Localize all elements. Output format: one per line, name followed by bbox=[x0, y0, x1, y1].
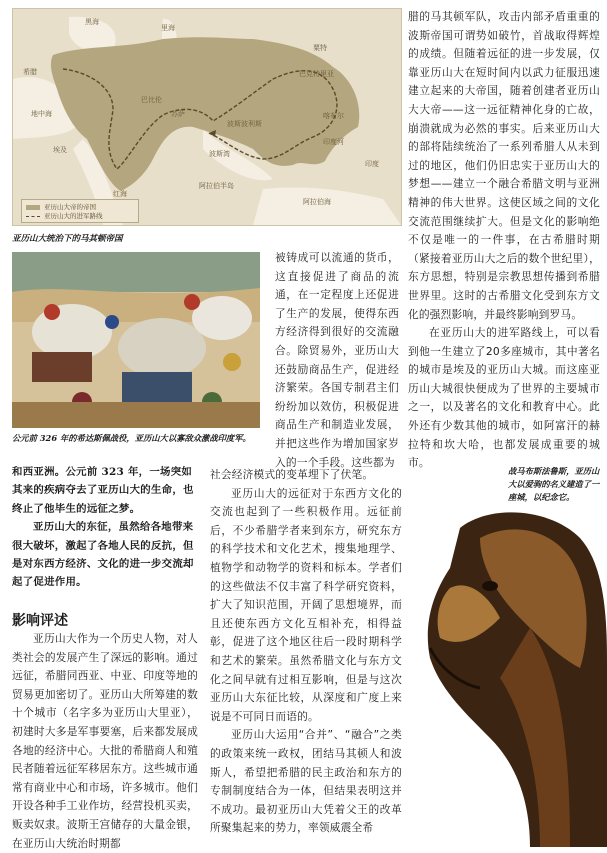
paragraph: 亚历山大的远征对于东西方文化的交流也起到了一些积极作用。远征前后，不少希腊学者来到东方，研究东方的科学技术和文化艺术，搜集地理学、植物学和动物学的资料和标本。学者们的这些做法不仅丰富了科学研究资料，扩大了知识范围，开阔了思想境界，而且还使东西方文化互相补充，相得益彰，促进了这个地区往后一段时期科学和艺术的繁荣。虽然希腊文化与东方文化之间早就有过相互影响，但是与这次亚历山大东征比较，从深度和广度上来说是不可同日而语的。 bbox=[210, 486, 402, 723]
map-label: 地中海 bbox=[31, 110, 52, 118]
left-serif-block bbox=[12, 463, 200, 592]
map-caption: 亚历山大统治下的马其顿帝国 bbox=[12, 234, 123, 244]
map-label: 黑海 bbox=[85, 18, 99, 26]
map-label: 印度 bbox=[365, 160, 379, 168]
legend-swatch bbox=[26, 216, 40, 217]
map-label: 印度河 bbox=[323, 138, 344, 146]
map-legend bbox=[21, 199, 139, 223]
map-label: 阿拉伯半岛 bbox=[199, 182, 234, 190]
map-label: 巴克特里亚 bbox=[299, 70, 334, 78]
map-label: 巴比伦 bbox=[141, 96, 162, 104]
map-label: 希腊 bbox=[23, 68, 37, 76]
right-column-text bbox=[408, 8, 600, 473]
paragraph: 亚历山大运用“合并”、“融合”之类的政策来统一政权，团结马其顿人和波斯人，希望把希腊的民主政治和东方的专制制度结合为一体，但结果表明这并不成功。最初亚历山大凭着父王的改革所聚集起来的势力，率领威震全希 bbox=[210, 728, 402, 835]
map-label: 里海 bbox=[161, 24, 175, 32]
map-label: 粟特 bbox=[313, 44, 327, 52]
photo-caption: 公元前 326 年的希达斯佩战役，亚历山大以寡敌众激战印度军。 bbox=[12, 433, 251, 443]
map-label: 波斯湾 bbox=[209, 150, 230, 158]
paragraph: 和西亚洲。公元前 323 年，一场突如其来的疾病夺去了亚历山大的生命，也终止了他毕生的远征之梦。 bbox=[12, 466, 194, 515]
map-label: 埃及 bbox=[53, 146, 67, 154]
map-label: 波斯波利斯 bbox=[227, 120, 262, 128]
paragraph: 亚历山大的东征，虽然给各地带来很大破坏，激起了各地人民的反抗，但是对东西方经济、文化的进一步交流却起了促进作用。 bbox=[12, 521, 194, 589]
paragraph: 腊的马其顿军队，攻击内部矛盾重重的波斯帝国可谓势如破竹，首战取得辉煌的成绩。但随着远征的进一步发展，仅靠亚历山大在短时间内以武力征服迅速建立起来的大帝国，随着创建者亚历山大大帝——这一远征精神化身的亡故，崩溃就成为必然的事实。后来亚历山大的部将陆续统治了一系列希腊人从未到过的地区，他们仍旧忠实于亚历山大的梦想——建立一个融合希腊文明与亚洲精神的伟大世界。这使区域之间的文化交流范围继续扩大。但是文化的影响绝不仅是唯一的一件事，在古希腊时期（紧接着亚历山大之后的数个世纪里），东方思想，特别是宗教思想传播到希腊世界里。这时的古希腊文化受到东方文化的强烈影响，并最终影响到罗马。 bbox=[408, 10, 600, 321]
battle-painting bbox=[12, 252, 260, 428]
map-label: 阿拉伯海 bbox=[303, 198, 331, 206]
map-illustration bbox=[12, 8, 402, 226]
mid-top-text: 被铸成可以流通的货币，这直接促进了商品的流通，在一定程度上还促进了生产的发展，使得东西方经济得到很好的交流融合。除贸易外，亚历山大还鼓励商品生产，促进经济繁荣。各国专制君主们纷纷加以效仿，积极促进商品生产和制造业发展，并把这些作为增加国家岁入的一个手段。这些都为 bbox=[275, 251, 399, 469]
horse-caption: 战马布斯法鲁斯，亚历山大以爱驹的名义建造了一座城，以纪念它。 bbox=[508, 466, 600, 502]
legend-empire: 亚历山大帝的帝国 bbox=[44, 203, 96, 211]
mid-bottom-text bbox=[210, 466, 402, 838]
map-label: 苏萨 bbox=[171, 110, 185, 118]
horse-statue-photo bbox=[420, 508, 607, 847]
map-label: 喀布尔 bbox=[323, 112, 344, 120]
legend-swatch bbox=[26, 205, 40, 210]
legend-route: 亚历山大的进军路线 bbox=[44, 212, 103, 220]
map-label: 红海 bbox=[113, 190, 127, 198]
left-body: 亚历山大作为一个历史人物，对人类社会的发展产生了深远的影响。通过远征，希腊同西亚、中亚、印度等地的贸易更加密切了。亚历山大所筹建的数十个城市（名字多为亚历山大里亚），初建时大多是军事要塞，后来都发展成各地的经济中心。大批的希腊商人和殖民者随着远征军移居东方。这些城市通常有商业中心和市场，许多城市。他们开设各种手工业作坊，经营投机买卖，贩卖奴隶。波斯王宫储存的大量金银，在亚历山大统治时期都 bbox=[12, 632, 198, 850]
paragraph: 在亚历山大的进军路线上，可以看到他一生建立了20多座城市，其中著名的城市是埃及的亚历山大城。而这座亚历山大城很快便成为了世界的主要城市之一，以及著名的文化和教育中心。此外还有少数其他的城市，如阿富汗的赫拉特和坎大哈，也都发展成重要的城市。 bbox=[408, 326, 600, 470]
paragraph: 社会经济模式的变革埋下了伏笔。 bbox=[210, 468, 374, 481]
section-heading: 影响评述 bbox=[12, 613, 68, 629]
